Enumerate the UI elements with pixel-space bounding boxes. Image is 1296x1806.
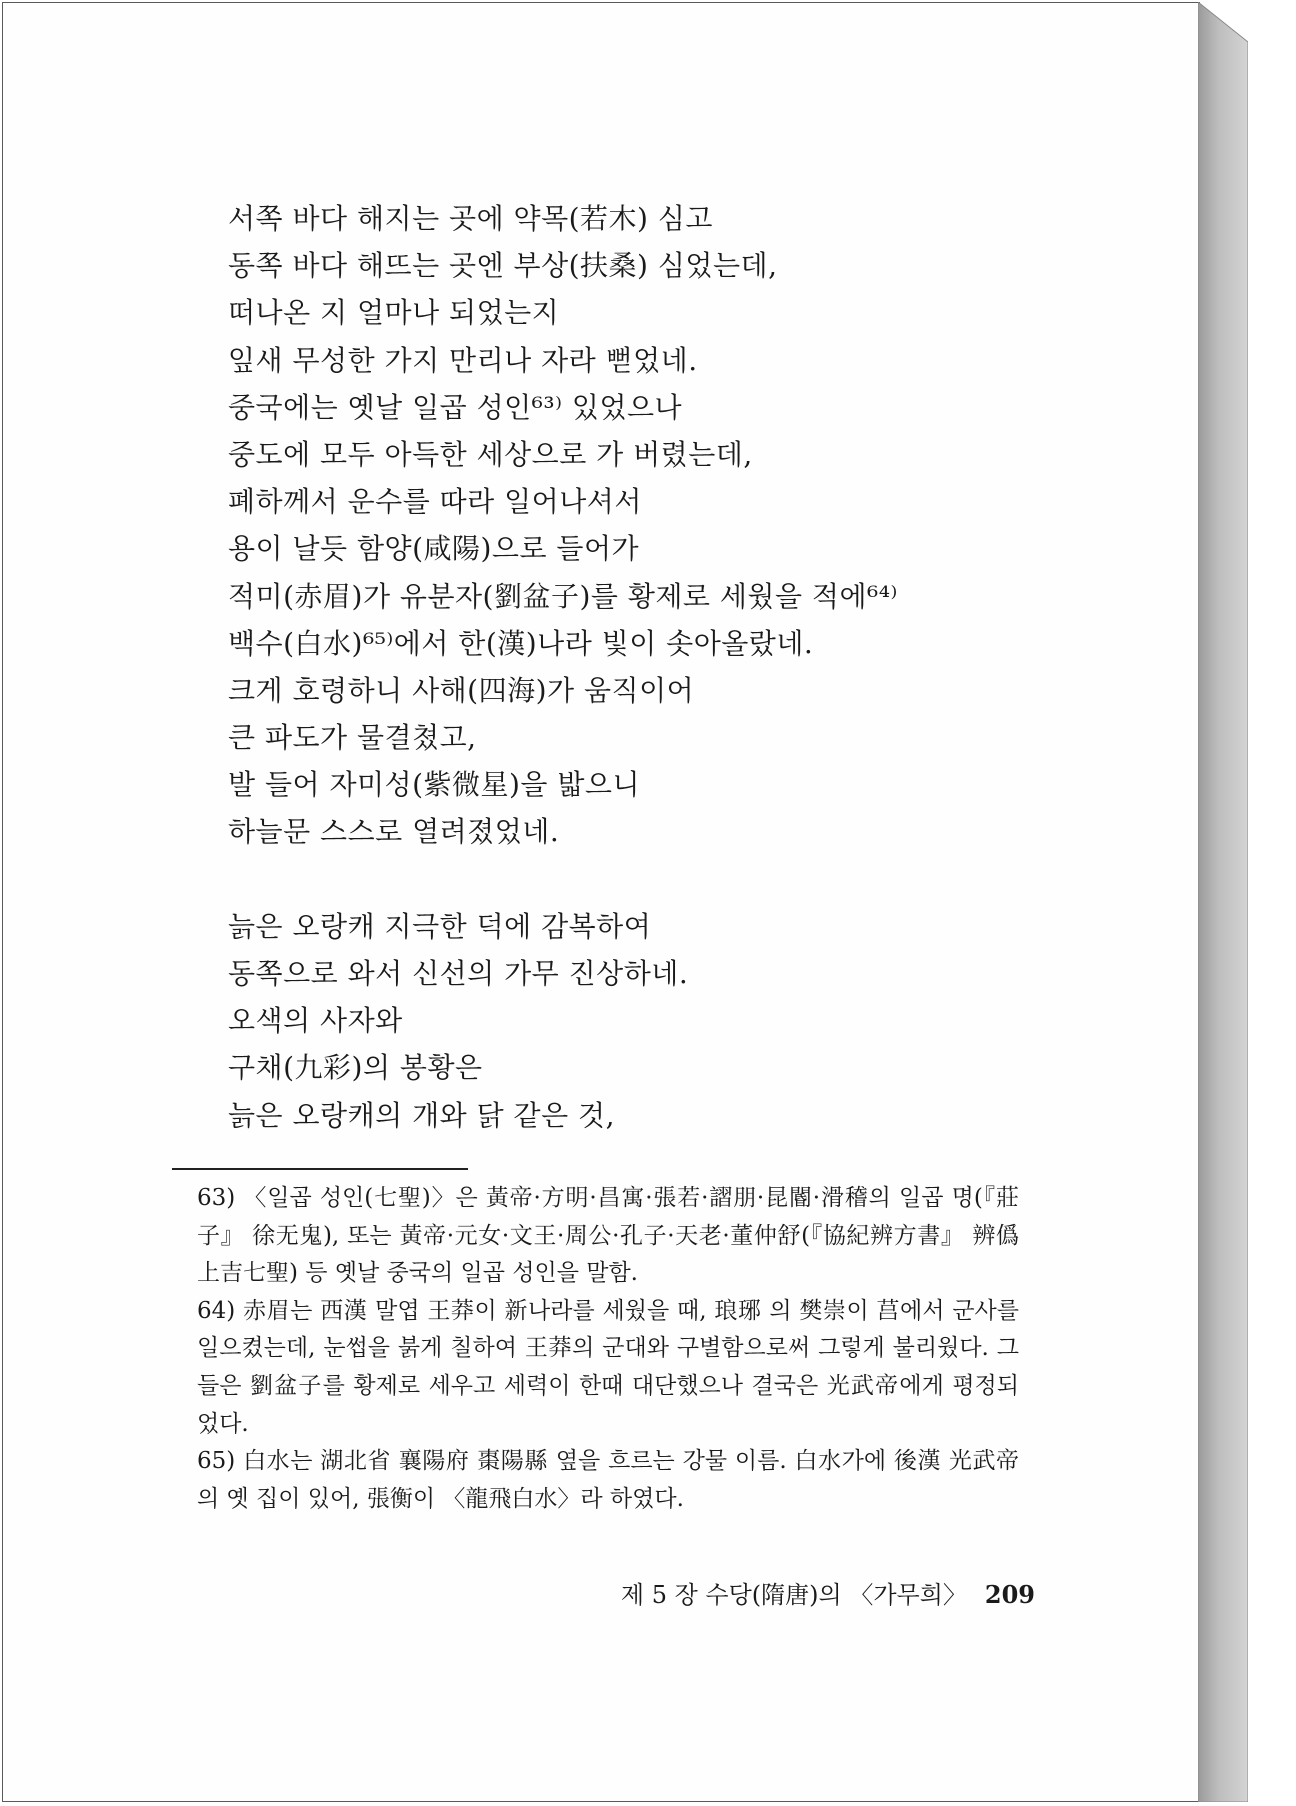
poem-line: 동쪽으로 와서 신선의 가무 진상하네. xyxy=(228,957,689,990)
footnote-64: 64) 赤眉는 西漢 말엽 王莽이 新나라를 세웠을 때, 琅琊 의 樊崇이 莒에서 군사를 일으켰는데, 눈썹을 붉게 칠하여 王莽의 군대와 구별함으로써 그렇게 불리웠다. 그들은 劉盆子를 황제로 세우고 세력이 한때 대단했으나 결국은 光武帝에게 평정되었다. xyxy=(197,1297,1019,1437)
poem-line: 잎새 무성한 가지 만리나 자라 뻗었네. xyxy=(228,343,698,377)
poem-stanza-1 xyxy=(228,195,1108,1139)
chapter-title: 제 5 장 수당(隋唐)의 〈가무희〉 xyxy=(620,1581,967,1609)
footnote-65: 65) 白水는 湖北省 襄陽府 棗陽縣 옆을 흐르는 강물 이름. 白水가에 後漢 光武帝의 옛 집이 있어, 張衡이 〈龍飛白水〉라 하였다. xyxy=(197,1448,1019,1512)
poem-line: 오색의 사자와 xyxy=(228,1004,403,1038)
footnote-divider xyxy=(172,1168,468,1170)
stanza-gap xyxy=(228,856,1108,903)
poem-line: 발 들어 자미성(紫微星)을 밟으니 xyxy=(228,768,641,802)
poem-line: 폐하께서 운수를 따라 일어나셔서 xyxy=(228,485,642,519)
poem-line: 서쪽 바다 해지는 곳에 약목(若木) 심고 xyxy=(228,202,713,235)
poem-line: 중국에는 옛날 일곱 성인⁶³⁾ 있었으나 xyxy=(228,390,683,424)
poem-line: 적미(赤眉)가 유분자(劉盆子)를 황제로 세웠을 적에⁶⁴⁾ xyxy=(228,579,898,613)
footnote-63: 63) 〈일곱 성인(七聖)〉은 黃帝·方明·昌寓·張若·謵朋·昆閽·滑稽의 일곱 명(『莊子』 徐无鬼), 또는 黃帝·元女·文王·周公·孔子·天老·董仲舒(『協紀辨方書』 辨僞 上吉七聖) 등 옛날 중국의 일곱 성인을 말함. xyxy=(197,1185,1019,1287)
page-number: 209 xyxy=(984,1580,1035,1609)
poem-line: 큰 파도가 물결쳤고, xyxy=(228,721,477,755)
poem-line: 동쪽 바다 해뜨는 곳엔 부상(扶桑) 심었는데, xyxy=(228,249,778,283)
page-edge-shading xyxy=(1198,2,1248,1802)
poem-line: 떠나온 지 얼마나 되었는지 xyxy=(228,296,560,330)
poem-line: 백수(白水)⁶⁵⁾에서 한(漢)나라 빛이 솟아올랐네. xyxy=(228,626,814,660)
poem-line: 구채(九彩)의 봉황은 xyxy=(228,1051,483,1085)
running-footer xyxy=(555,1575,1035,1610)
poem-line: 중도에 모두 아득한 세상으로 가 버렸는데, xyxy=(228,437,753,471)
poem-line: 크게 호령하니 사해(四海)가 움직이어 xyxy=(228,673,695,707)
poem-line: 하늘문 스스로 열려졌었네. xyxy=(228,815,560,849)
poem-line: 늙은 오랑캐의 개와 닭 같은 것, xyxy=(228,1098,615,1132)
footnotes xyxy=(197,1180,1019,1518)
poem-line: 용이 날듯 함양(咸陽)으로 들어가 xyxy=(228,532,640,566)
poem-line: 늙은 오랑캐 지극한 덕에 감복하여 xyxy=(228,909,652,943)
